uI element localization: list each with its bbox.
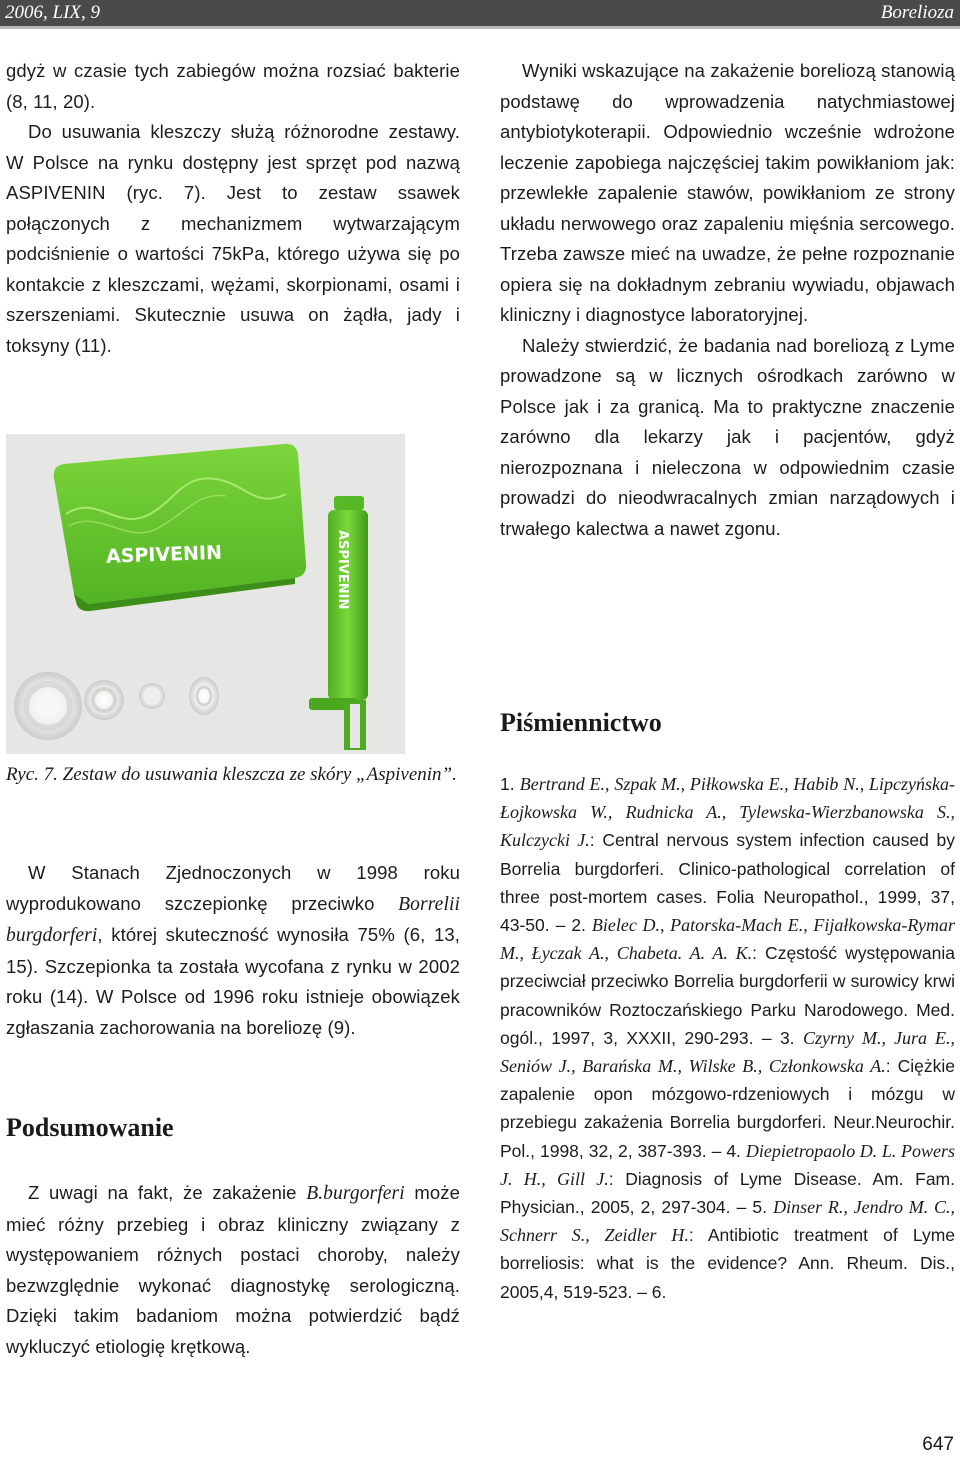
reference-segment: : Ciężkie zapalenie opon mózgowo-rdzeniowych i mózgu w przebiegu zakażenia Borrelia burgdorferi. Neur.Neurochir. Pol., 1998, 32, 2, 387-393. – 4. — [500, 1056, 955, 1161]
aspivenin-box — [54, 444, 306, 611]
summary-text — [6, 1178, 460, 1362]
reference-segment: 1. — [500, 774, 520, 794]
left-column-top — [6, 56, 460, 361]
reference-segment: : Central nervous system infection caused by Borrelia burgdorferi. Clinico-pathological correlation of three post-mortem cases. Folia Neuropathol., 1999, 37, 43-50. – 2. — [500, 830, 955, 936]
reference-authors: Dinser R., Jendro M. C., Schnerr S., Zeidler H. — [500, 1197, 956, 1246]
section-heading-summary: Podsumowanie — [6, 1113, 174, 1142]
reference-segment: : Antibiotic treatment of Lyme borreliosis: what is the evidence? Ann. Rheum. Dis., 2005,4, 519-523. – 6. — [500, 1225, 956, 1302]
section-heading-references: Piśmiennictwo — [500, 708, 662, 737]
paragraph: Do usuwania kleszczy służą różnorodne zestawy. W Polsce na rynku dostępny jest sprzęt pod nazwą ASPIVENIN (ryc. 7). Jest to zestaw ssawek połączonych z mechanizmem wytwarzającym podciśnienie o wartości 75kPa, którego używa się po kontakcie z kleszczami, wężami, skorpionami, osami i szerszeniami. Skutecznie usuwa on żądła, jady i toksyny (11). — [6, 121, 460, 356]
references-list — [500, 770, 955, 1306]
running-header — [0, 0, 960, 29]
reference-authors: Bertrand E., Szpak M., Piłkowska E., Habib N., Lipczyńska-Łojkowska W., Rudnicka A., Tylewska-Wierzbanowska S., Kulczycki J. — [500, 774, 955, 851]
paragraph-vaccine: W Stanach Zjednoczonych w 1998 roku wyprodukowano szczepionkę przeciwko Borrelii burgdorferi, której skuteczność wynosiła 75% (6, 13, 15). Szczepionka ta została wycofana z rynku w 2002 roku (14). W Polsce od 1996 roku istnieje obowiązek zgłaszania zachorowania na boreliozę (9). — [6, 862, 460, 1038]
figure-caption: Ryc. 7. Zestaw do usuwania kleszcza ze skóry „Aspivenin”. — [6, 764, 457, 785]
box-label: ASPIVENIN — [105, 541, 223, 568]
running-title: Borelioza — [880, 2, 954, 23]
reference-segment: : Częstość występowania przeciwciał przeciwko Borrelia burgdorferii w surowicy krwi pracowników Roztoczańskiego Parku Narodowego. Med. ogól., 1997, 3, XXXII, 290-293. – 3. — [500, 943, 955, 1048]
pump-label: ASPIVENIN — [335, 530, 350, 610]
reference-authors: Diepietropaolo D. L. Powers J. H., Gill J. — [500, 1140, 955, 1189]
journal-issue: 2006, LIX, 9 — [5, 2, 100, 23]
paragraph: Wyniki wskazujące na zakażenie boreliozą stanowią podstawę do wprowadzenia natychmiastowej antybiotykoterapii. Odpowiednio wcześnie wdrożone leczenie zapobiega najczęściej takim powikłaniom jak: przewlekłe zapalenie stawów, powikłaniom ze strony układu nerwowego oraz zapaleniu mięśnia sercowego. Trzeba zawsze mieć na uwadze, że pełne rozpoznanie opiera się na dokładnym zebraniu wywiadu, objawach kliniczny i diagnostyce laboratoryjnej. — [500, 60, 955, 325]
reference-authors: Czyrny M., Jura E., Seniów J., Barańska M., Wilske B., Członkowska A. — [500, 1027, 955, 1077]
left-column-bottom — [6, 858, 460, 1043]
right-column-top — [500, 56, 955, 544]
page-number: 647 — [922, 1434, 954, 1455]
paragraph-summary: Z uwagi na fakt, że zakażenie B.burgorferi może mieć różny przebieg i obraz kliniczny związany z występowaniem różnych postaci choroby, należy bezwzględnie wykonać diagnostykę serologiczną. Dzięki takim badaniom można potwierdzić bądź wykluczyć etiologię krętkową. — [6, 1182, 460, 1357]
reference-segment: : Diagnosis of Lyme Disease. Am. Fam. Physician., 2005, 2, 297-304. – 5. — [500, 1168, 955, 1218]
reference-authors: Bielec D., Patorska-Mach E., Fijałkowska-Rymar M., Łyczak A., Chabeta. A. A. K. — [500, 915, 955, 964]
paragraph: gdyż w czasie tych zabiegów można rozsiać bakterie (8, 11, 20). — [6, 60, 460, 112]
aspivenin-kit-illustration — [6, 434, 405, 754]
paragraph: Należy stwierdzić, że badania nad boreliozą z Lyme prowadzone są w licznych ośrodkach zarówno w Polsce jak i za granicą. Ma to praktyczne znaczenie zarówno dla lekarzy jak i pacjentów, gdyż nierozpoznana i nieleczona w odpowiednim czasie prowadzi do nieodwracalnych zmian narządowych i trwałego kalectwa a nawet zgonu. — [500, 334, 955, 539]
figure-aspivenin-photo — [6, 434, 405, 754]
